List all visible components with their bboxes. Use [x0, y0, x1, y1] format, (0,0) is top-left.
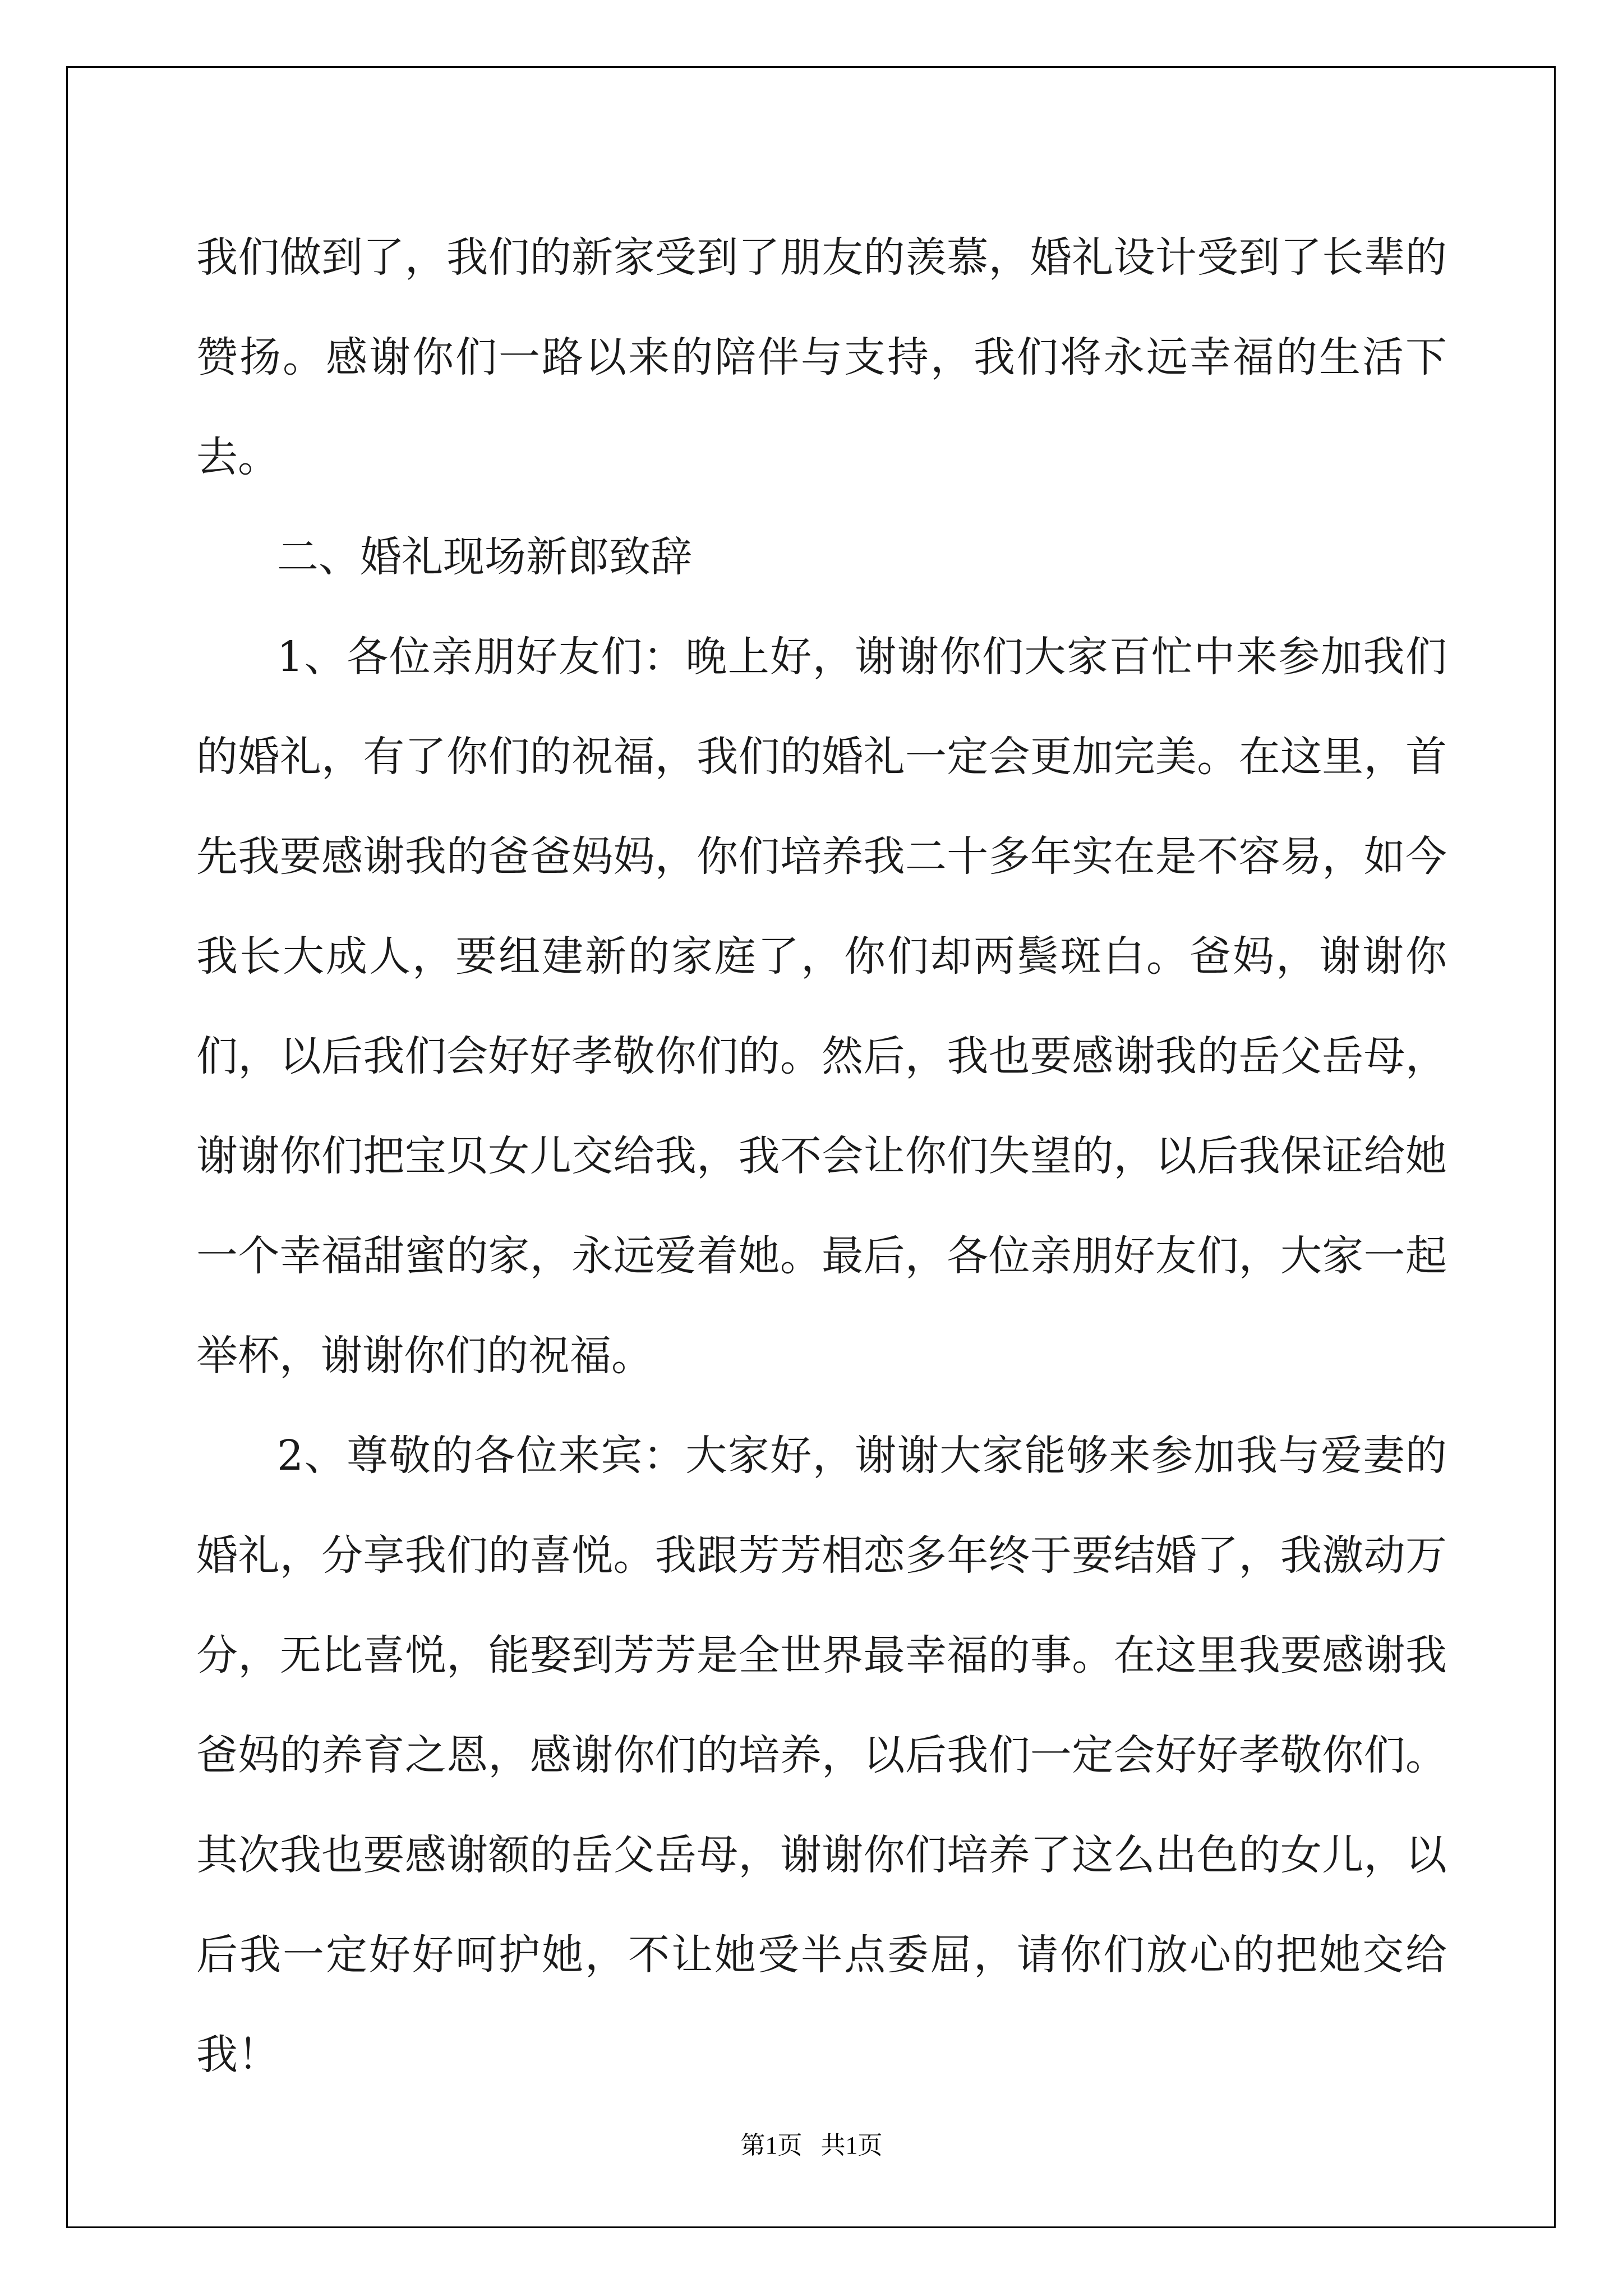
- paragraph-continuation: 我们做到了，我们的新家受到了朋友的羡慕，婚礼设计受到了长辈的赞扬。感谢你们一路以来的陪伴与支持，我们将永远幸福的生活下去。: [196, 233, 1447, 481]
- paragraph-speech-1: 1、各位亲朋好友们：晚上好，谢谢你们大家百忙中来参加我们的婚礼，有了你们的祝福，我们的婚礼一定会更加完美。在这里，首先我要感谢我的爸爸妈妈，你们培养我二十多年实在是不容易，如今我长大成人，要组建新的家庭了，你们却两鬓斑白。爸妈，谢谢你们，以后我们会好好孝敬你们的。然后，我也要感谢我的岳父岳母，谢谢你们把宝贝女儿交给我，我不会让你们失望的，以后我保证给她一个幸福甜蜜的家，永远爱着她。最后，各位亲朋好友们，大家一起举杯，谢谢你们的祝福。: [196, 633, 1447, 1380]
- page-number-footer: 第1页 共1页: [740, 2132, 883, 2159]
- paragraph-speech-2: 2、尊敬的各位来宾：大家好，谢谢大家能够来参加我与爱妻的婚礼，分享我们的喜悦。我跟芳芳相恋多年终于要结婚了，我激动万分，无比喜悦，能娶到芳芳是全世界最幸福的事。在这里我要感谢我爸妈的养育之恩，感谢你们的培养，以后我们一定会好好孝敬你们。其次我也要感谢额的岳父岳母，谢谢你们培养了这么出色的女儿，以后我一定好好呵护她，不让她受半点委屈，请你们放心的把她交给我！: [196, 1432, 1447, 2079]
- section-heading: 二、婚礼现场新郎致辞: [277, 533, 692, 581]
- document-body: [196, 208, 1447, 2105]
